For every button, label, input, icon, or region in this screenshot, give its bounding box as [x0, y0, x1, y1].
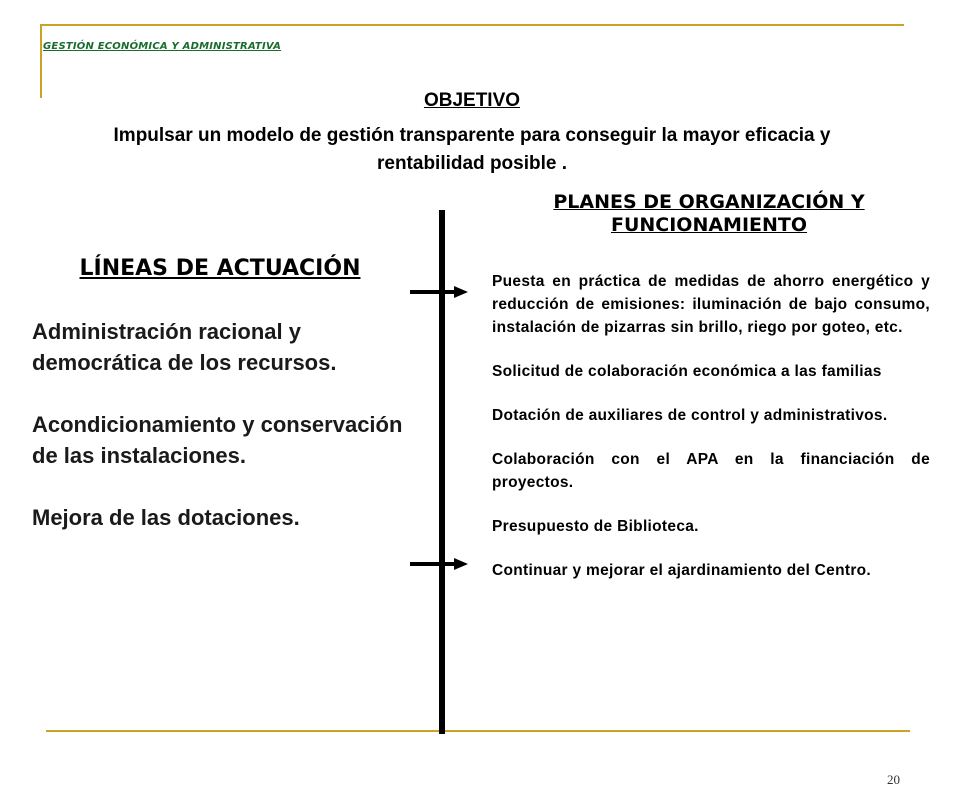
page-number: 20: [887, 772, 900, 787]
arrow-right-icon: [410, 282, 470, 302]
plans-list: [492, 270, 930, 603]
lines-of-action-list: [32, 316, 432, 564]
top-rule: [40, 24, 904, 26]
action-line-item: Mejora de las dotaciones.: [32, 505, 300, 530]
objective-text: Impulsar un modelo de gestión transparente para conseguir la mayor eficacia y rentabilidad posible .: [113, 125, 831, 174]
plan-item: Puesta en práctica de medidas de ahorro energético y reducción de emisiones: iluminación de bajo consumo, instalación de pizarras sin brillo, riego por goteo, etc.: [492, 273, 930, 336]
action-line-item: Administración racional y democrática de los recursos.: [32, 319, 337, 375]
left-rule: [40, 24, 42, 98]
lines-of-action-heading: LÍNEAS DE ACTUACIÓN: [79, 256, 361, 281]
arrow-right-icon: [410, 554, 470, 574]
action-line-item: Acondicionamiento y conservación de las instalaciones.: [32, 412, 403, 468]
plan-item: Presupuesto de Biblioteca.: [492, 518, 699, 535]
objective-heading: OBJETIVO: [423, 90, 521, 111]
plan-item: Solicitud de colaboración económica a las familias: [492, 363, 882, 380]
bottom-rule: [46, 730, 910, 732]
plan-item: Colaboración con el APA en la financiación de proyectos.: [492, 451, 930, 491]
section-label: GESTIÓN ECONÓMICA Y ADMINISTRATIVA: [43, 41, 282, 52]
plan-item: Dotación de auxiliares de control y administrativos.: [492, 407, 888, 424]
plans-heading: PLANES DE ORGANIZACIÓN Y FUNCIONAMIENTO: [553, 191, 865, 236]
plan-item: Continuar y mejorar el ajardinamiento del Centro.: [492, 562, 872, 579]
